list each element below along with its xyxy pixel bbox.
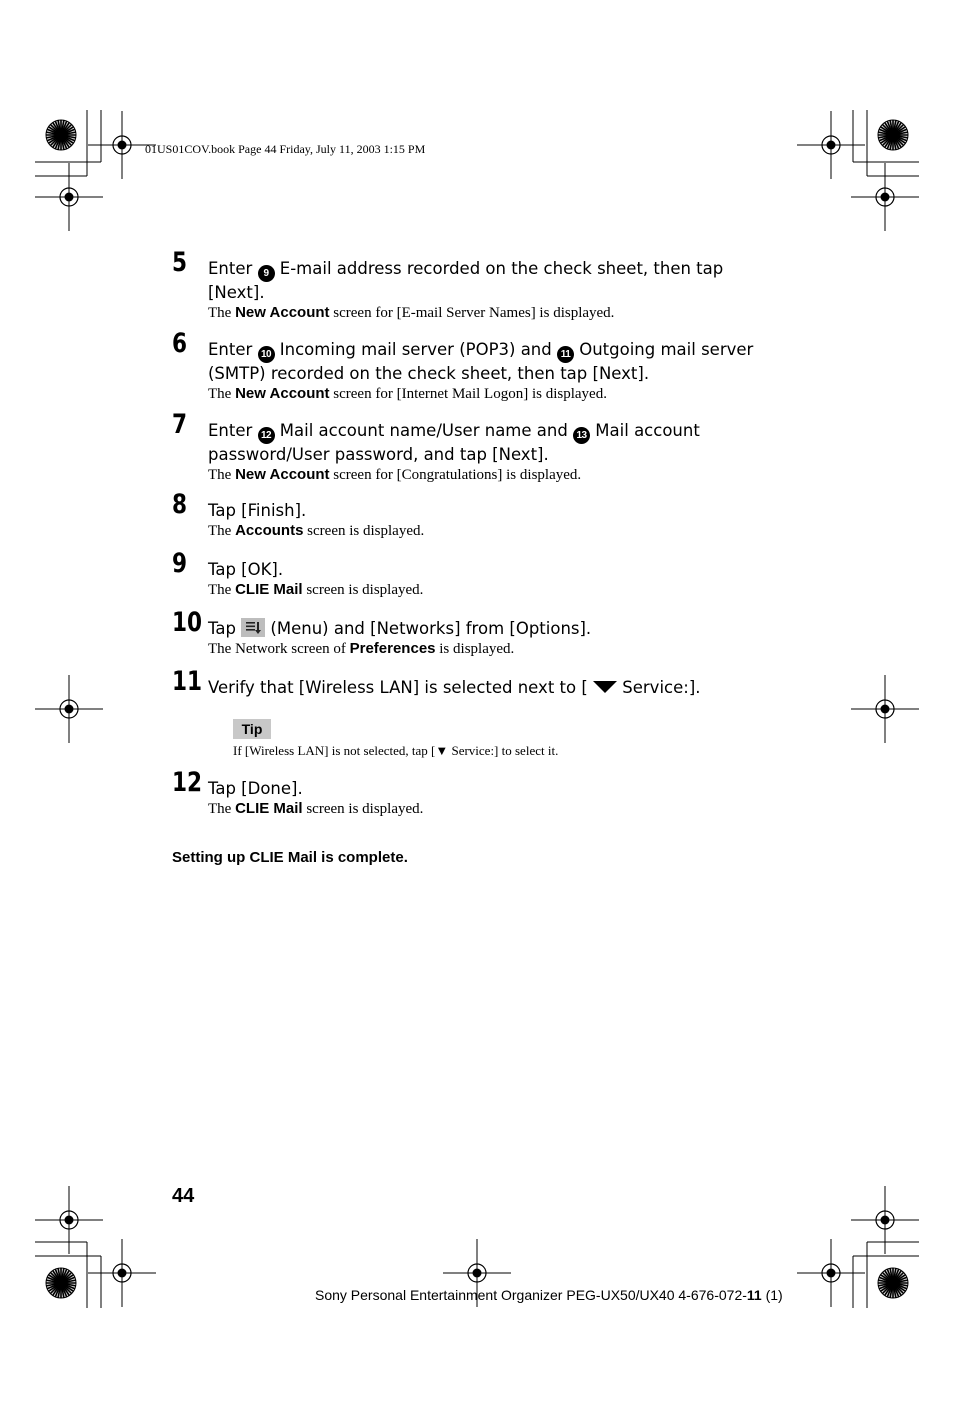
- step-number: 11: [172, 666, 203, 697]
- step-number: 6: [172, 328, 188, 359]
- step-number: 5: [172, 247, 188, 278]
- step-number: 10: [172, 607, 203, 638]
- completion-note: Setting up CLIE Mail is complete.: [172, 849, 408, 866]
- tip-badge: Tip: [233, 719, 271, 739]
- step-instruction: Verify that [Wireless LAN] is selected next to [ Service:].: [208, 678, 701, 697]
- step-instruction: Tap (Menu) and [Networks] from [Options].: [208, 619, 592, 638]
- step-number: 8: [172, 489, 188, 520]
- step-result: The CLIE Mail screen is displayed.: [208, 581, 424, 598]
- callout-number-icon: 9: [258, 265, 275, 282]
- step-number: 7: [172, 409, 188, 440]
- step-result: The New Account screen for [E-mail Server Names] is displayed.: [208, 304, 615, 321]
- step-result: The New Account screen for [Internet Mail Logon] is displayed.: [208, 385, 607, 402]
- callout-number-icon: 12: [258, 427, 275, 444]
- step-instruction: Enter 9 E-mail address recorded on the check sheet, then tap [Next].: [208, 259, 724, 302]
- step-instruction: Enter 12 Mail account name/User name and 13 Mail account password/User password, and tap [Next].: [208, 421, 700, 464]
- step-number: 12: [172, 767, 203, 798]
- menu-icon: [241, 618, 265, 637]
- step-instruction: Tap [Finish].: [208, 501, 307, 520]
- step-result: The CLIE Mail screen is displayed.: [208, 800, 424, 817]
- print-slug: 01US01COV.book Page 44 Friday, July 11, 2003 1:15 PM: [145, 142, 426, 156]
- footer-slug: Sony Personal Entertainment Organizer PEG-UX50/UX40 4-676-072-11 (1): [315, 1287, 783, 1303]
- tip-text: If [Wireless LAN] is not selected, tap [▼ Service:] to select it.: [233, 743, 559, 758]
- step-instruction: Enter 10 Incoming mail server (POP3) and 11 Outgoing mail server (SMTP) recorded on the check sheet, then tap [Next].: [208, 340, 754, 383]
- step-result: The Network screen of Preferences is displayed.: [208, 640, 515, 657]
- step-result: The New Account screen for [Congratulations] is displayed.: [208, 466, 582, 483]
- step-number: 9: [172, 548, 188, 579]
- callout-number-icon: 10: [258, 346, 275, 363]
- page-number: 44: [172, 1185, 195, 1207]
- callout-number-icon: 13: [573, 427, 590, 444]
- callout-number-icon: 11: [557, 346, 574, 363]
- step-result: The Accounts screen is displayed.: [208, 522, 425, 539]
- step-instruction: Tap [Done].: [208, 779, 303, 798]
- triangle-down-icon: [593, 681, 617, 693]
- step-instruction: Tap [OK].: [208, 560, 284, 579]
